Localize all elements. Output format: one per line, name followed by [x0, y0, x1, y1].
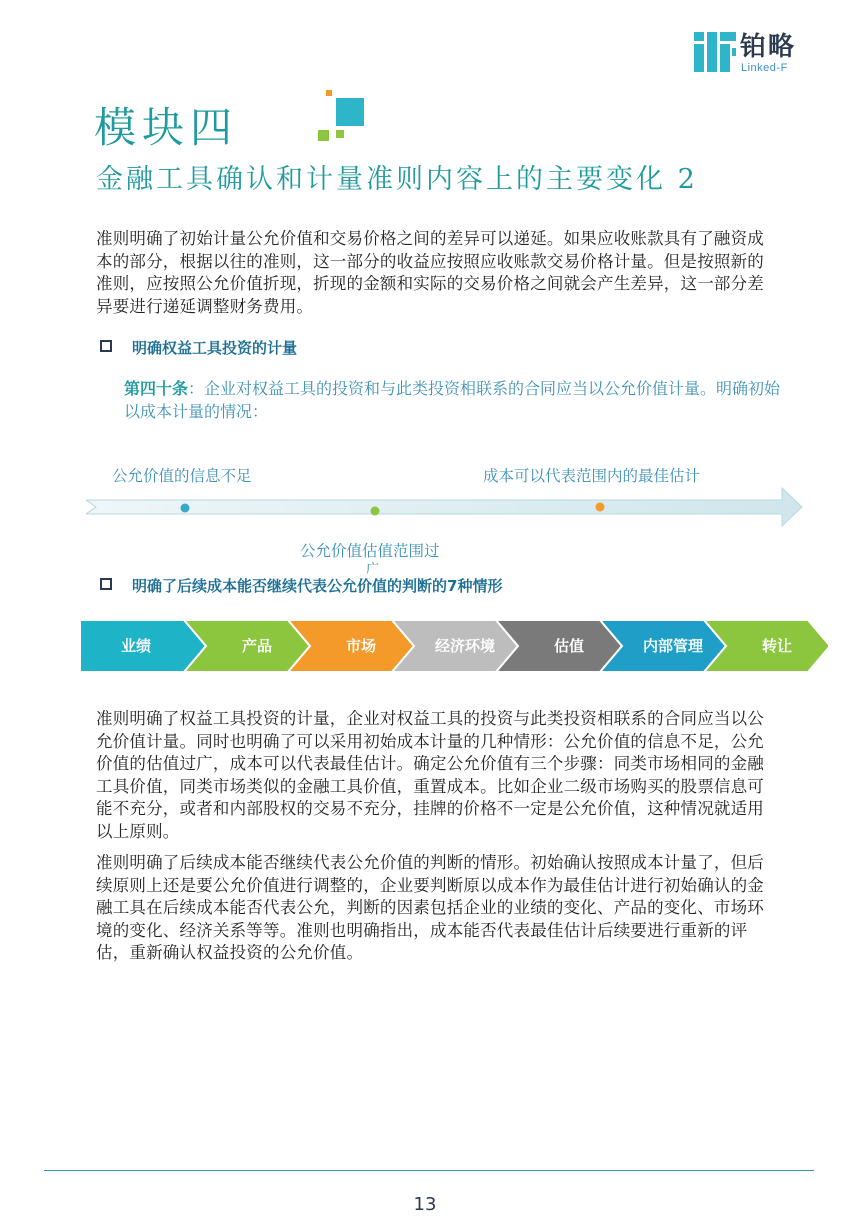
subsequent-cost-paragraph: 准则明确了后续成本能否继续代表公允价值的判断的情形。初始确认按照成本计量了，但后续原则上还是要公允价值进行调整的，企业要判断原以成本作为最佳估计进行初始确认的金融工具在后续成本能否代表公允，判断的因素包括企业的业绩的变化、产品的变化、市场环境的变化、经济关系等等。准则也明确指出，成本能否代表最佳估计后续要进行重新的评估，重新确认权益投资的公允价值。: [96, 853, 764, 962]
decorative-squares-icon: [315, 90, 365, 142]
section-heading-text: 明确权益工具投资的计量: [132, 339, 298, 357]
page-subtitle: 金融工具确认和计量准则内容上的主要变化 2: [96, 164, 698, 195]
timeline-dot-3: [596, 503, 605, 512]
bullet-square-icon: [100, 578, 112, 590]
chevron-flow: [80, 620, 828, 672]
flow-step-market: 市场: [345, 637, 376, 655]
timeline-arrow: [86, 486, 806, 528]
flow-step-transfer: 转让: [761, 637, 792, 655]
flow-step-product: 产品: [241, 637, 272, 655]
bullet-square-icon: [100, 340, 112, 352]
intro-paragraph: 准则明确了初始计量公允价值和交易价格之间的差异可以递延。如果应收账款具有了融资成本的部分，根据以往的准则，这一部分的收益应按照应收账款交易价格计量。但是按照新的准则，应按照公允价值折现，折现的金额和实际的交易价格之间就会产生差异，这一部分差异要进行递延调整财务费用。: [96, 229, 764, 316]
logo-text: 铂略: [740, 32, 797, 62]
section-heading-equity-measurement: [100, 338, 297, 358]
logo-subtext: Linked-F: [741, 62, 788, 74]
flow-step-valuation: 估值: [553, 637, 584, 655]
article-body: ：企业对权益工具的投资和与此类投资相联系的合同应当以公允价值计量。明确初始以成本计量的情况：: [124, 379, 781, 421]
article-head: 第四十条: [124, 379, 189, 398]
equity-measurement-paragraph: 准则明确了权益工具投资的计量，企业对权益工具的投资与此类投资相联系的合同应当以公允价值计量。同时也明确了可以采用初始成本计量的几种情形：公允价值的信息不足，公允价值的估值过广，成本可以代表最佳估计。确定公允价值有三个步骤：同类市场相同的金融工具价值，同类市场类似的金融工具价值，重置成本。比如企业二级市场购买的股票信息可能不充分，或者和内部股权的交易不充分，挂牌的价格不一定是公允价值，这种情况就适用以上原则。: [96, 709, 764, 841]
flow-step-performance: 业绩: [120, 637, 151, 655]
article-forty: [124, 377, 794, 423]
timeline-label-insufficient-info: 公允价值的信息不足: [112, 467, 252, 485]
timeline-arrow-shape: [86, 488, 802, 526]
logo-mark-icon: [694, 32, 736, 72]
page-number: 13: [413, 1194, 437, 1215]
brand-logo: [694, 32, 814, 74]
page-title: 模块四: [94, 103, 239, 152]
flow-step-internal-management: 内部管理: [642, 637, 703, 655]
timeline-label-best-estimate: 成本可以代表范围内的最佳估计: [483, 467, 701, 485]
timeline-dot-2: [371, 507, 380, 516]
footer-divider: [44, 1170, 814, 1171]
timeline-dot-1: [181, 504, 190, 513]
timeline-label-valuation-range: 公允价值估值范围过: [300, 542, 440, 560]
timeline-label-valuation-range-wrap: 广: [366, 562, 380, 577]
section-heading-text: 明确了后续成本能否继续代表公允价值的判断的7种情形: [132, 577, 503, 595]
flow-step-economic-environment: 经济环境: [434, 637, 495, 655]
section-heading-seven-situations: [100, 576, 502, 596]
